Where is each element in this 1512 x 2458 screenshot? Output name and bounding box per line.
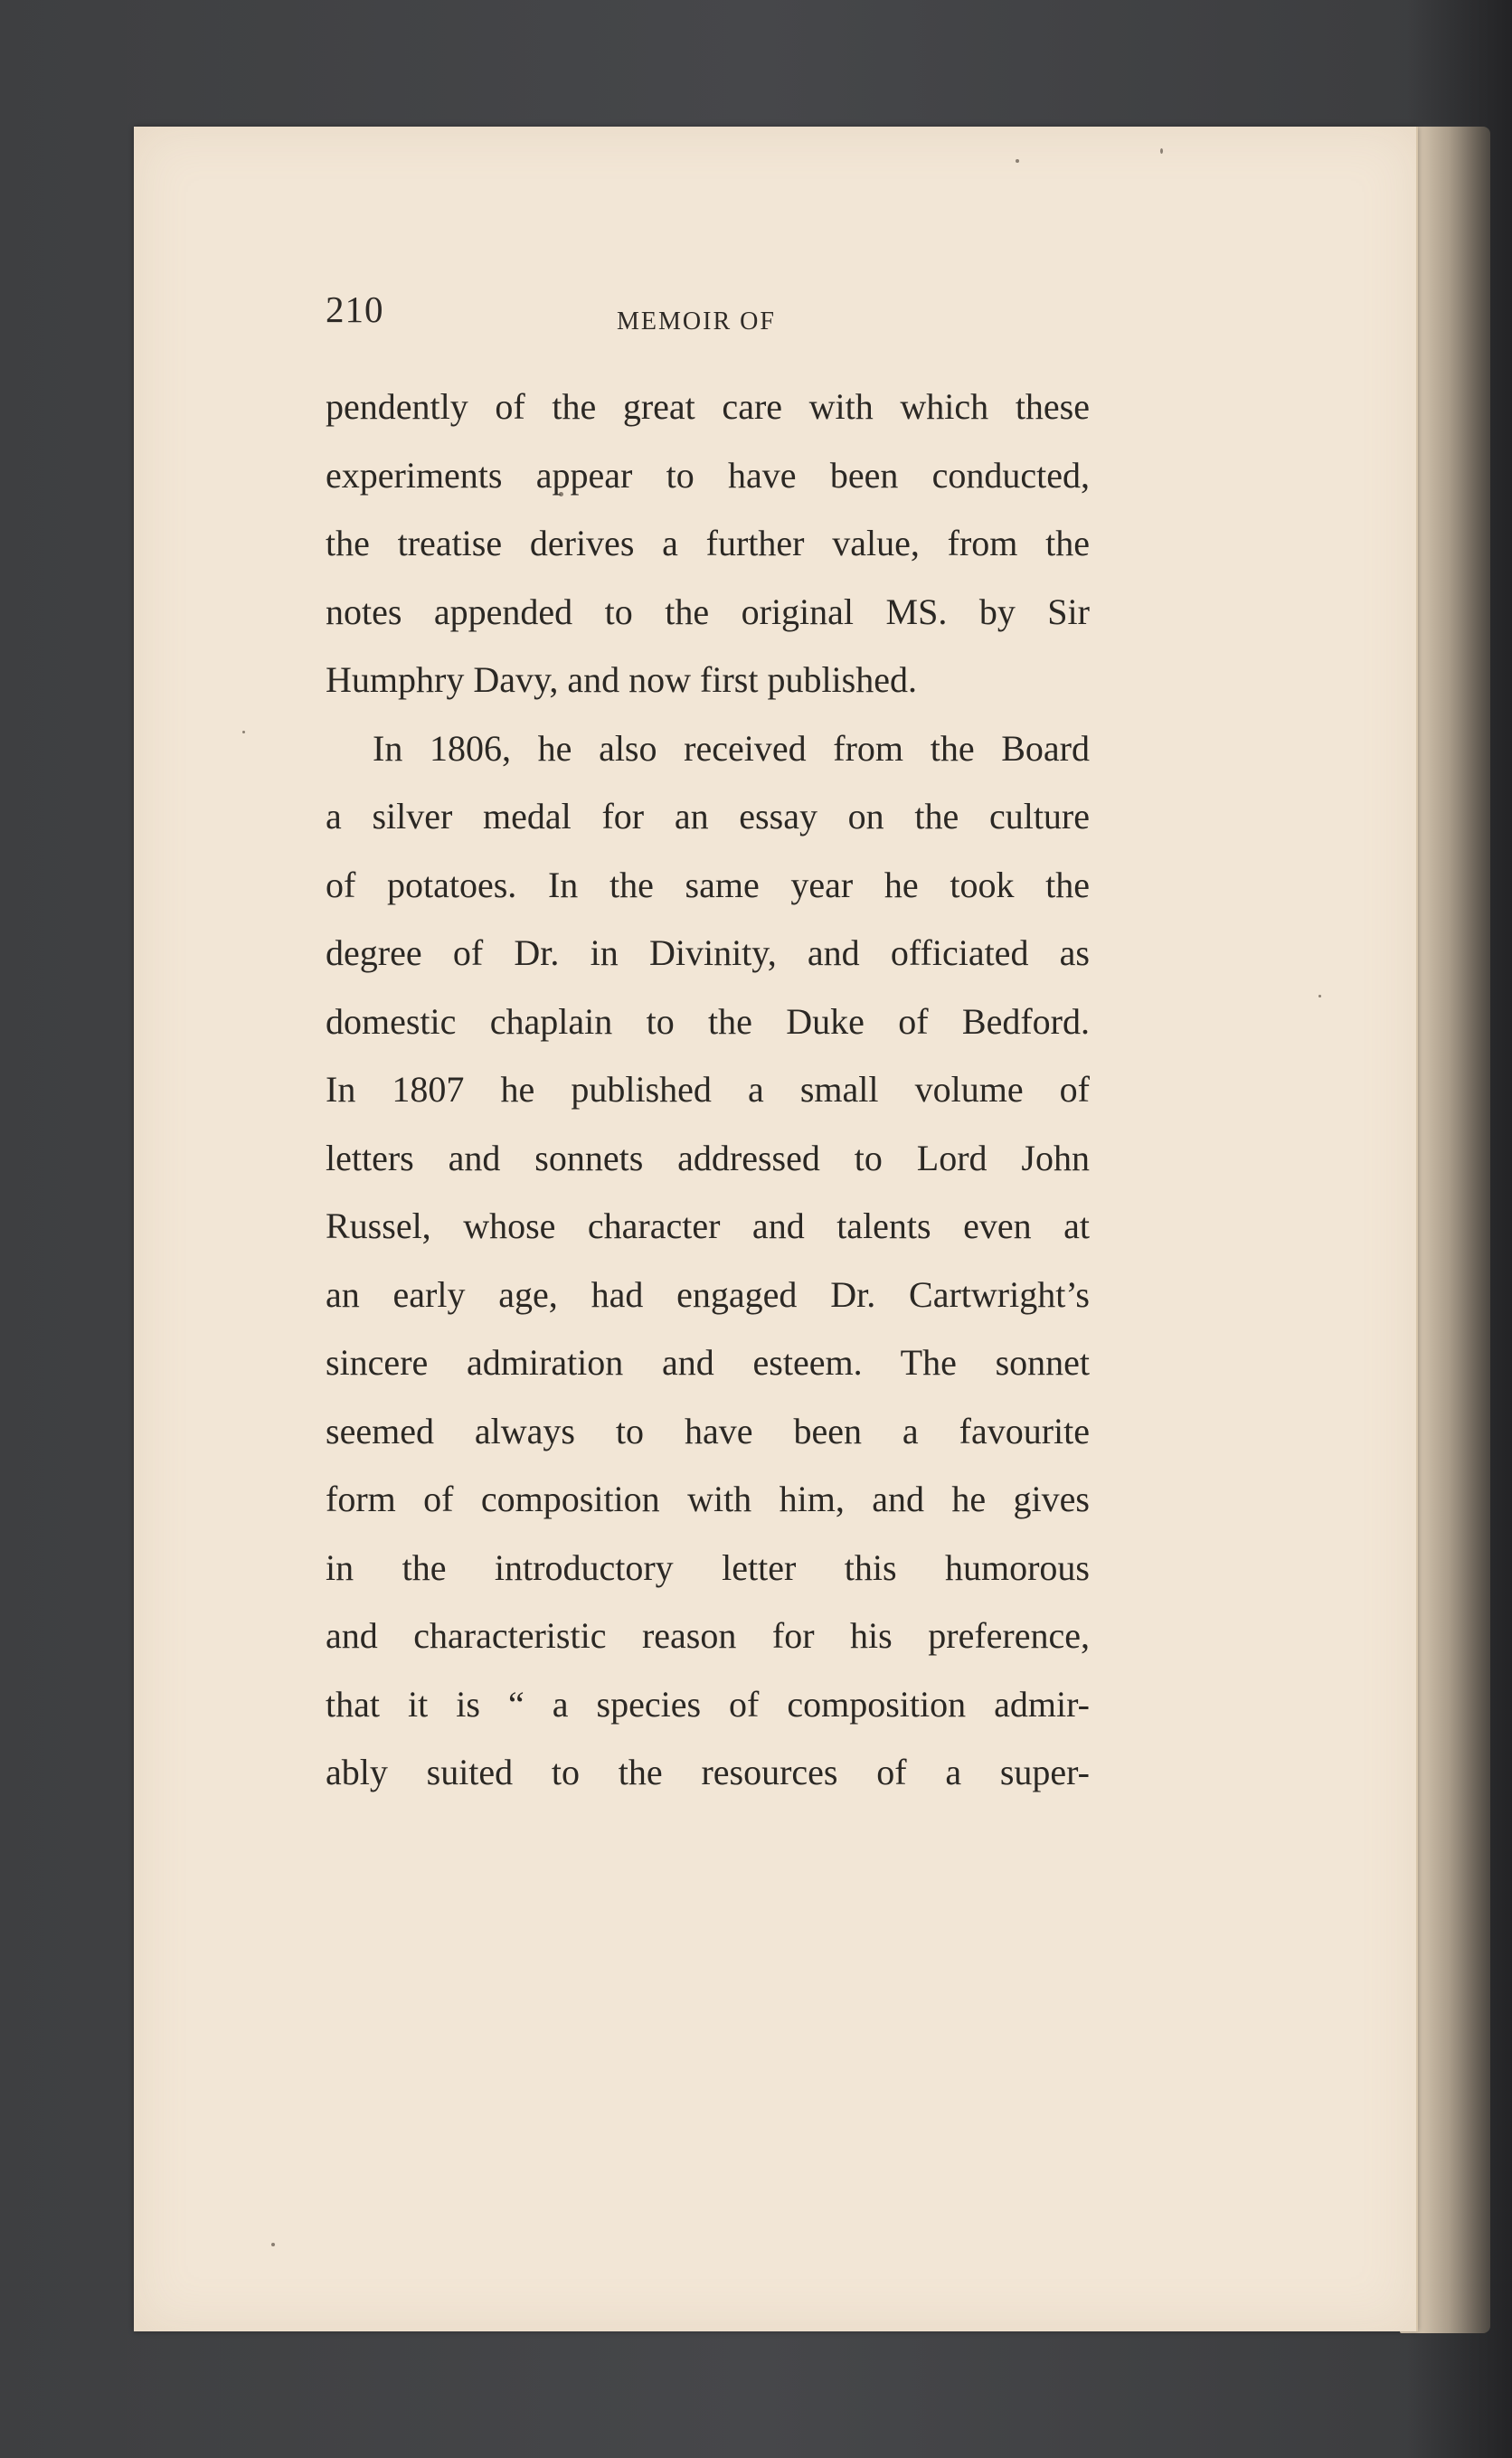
text-line: seemed always to have been a favourite (326, 1410, 1090, 1451)
text-line: domestic chaplain to the Duke of Bedford. (326, 1000, 1090, 1042)
text-line: an early age, had engaged Dr. Cartwright’s (326, 1273, 1090, 1315)
text-line: that it is “ a species of composition admir- (326, 1683, 1090, 1725)
text-line: a silver medal for an essay on the culture (326, 796, 1090, 837)
paper-speck (1318, 995, 1321, 997)
text-line: experiments appear to have been conducted, (326, 454, 1090, 496)
text-line: the treatise derives a further value, from the (326, 523, 1090, 563)
text-line: notes appended to the original MS. by Sir (326, 591, 1090, 632)
text-line: Humphry Davy, and now first published. (326, 659, 917, 700)
text-line: pendently of the great care with which these (326, 386, 1090, 427)
running-head: MEMOIR OF (617, 307, 776, 336)
text-line: letters and sonnets addressed to Lord John (326, 1137, 1090, 1178)
text-line: of potatoes. In the same year he took the (326, 864, 1090, 905)
binding-shadow (1407, 0, 1512, 2458)
paper-speck (242, 731, 245, 733)
text-line: ably suited to the resources of a super- (326, 1752, 1090, 1792)
text-line: In 1807 he published a small volume of (326, 1069, 1090, 1110)
text-line: degree of Dr. in Divinity, and officiated as (326, 932, 1090, 973)
text-line: sincere admiration and esteem. The sonnet (326, 1342, 1090, 1383)
text-line: form of composition with him, and he gives (326, 1479, 1090, 1519)
paper-speck (1160, 148, 1163, 154)
text-line: in the introductory letter this humorous (326, 1546, 1090, 1588)
body-text (326, 373, 1090, 1807)
page-number: 210 (326, 288, 384, 330)
paragraph-start-line: In 1806, he also received from the Board (373, 727, 1090, 769)
paper-speck (271, 2243, 275, 2246)
text-line: Russel, whose character and talents even at (326, 1205, 1090, 1246)
paper-speck (1016, 159, 1019, 163)
text-line: and characteristic reason for his preference, (326, 1615, 1090, 1656)
